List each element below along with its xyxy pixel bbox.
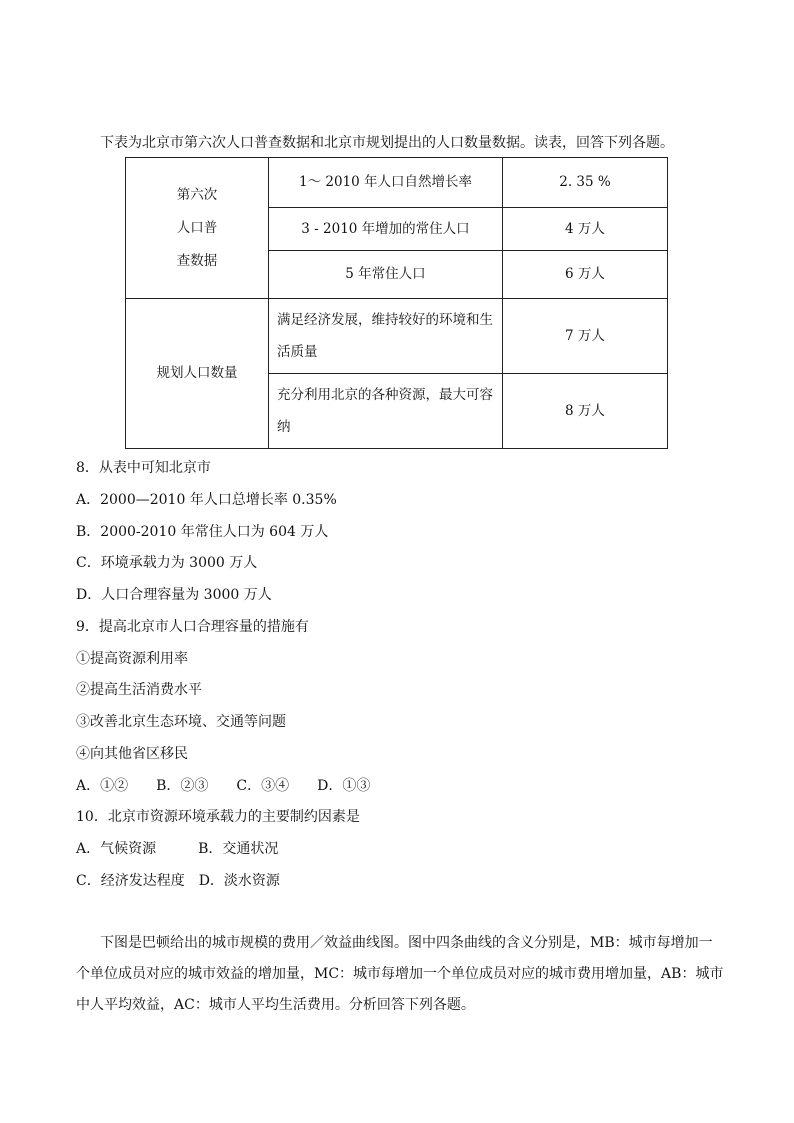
table-cell-item: 3 - 2010 年增加的常住人口 bbox=[269, 208, 503, 251]
figure-intro-text: 下图是巴顿给出的城市规模的费用／效益曲线图。图中四条曲线的含义分别是，MB：城市每增加一个单位成员对应的城市效益的增加量，MC：城市每增加一个单位成员对应的城市费用增加量，AB：城市中人平均效益，AC：城市人平均生活费用。分析回答下列各题。 bbox=[76, 935, 724, 1013]
population-data-table bbox=[125, 157, 668, 449]
table-cell-value: 7 万人 bbox=[503, 299, 668, 374]
table-cell-value: 8 万人 bbox=[503, 374, 668, 449]
table-cell-line: 纳 bbox=[277, 419, 291, 435]
question-9-statement-2: ②提高生活消费水平 bbox=[76, 682, 202, 698]
figure-intro-paragraph bbox=[76, 928, 726, 1021]
census-label-line: 人口普 bbox=[176, 219, 218, 236]
table-cell-value: 2. 35 % bbox=[503, 158, 668, 208]
question-9-statement-1: ①提高资源利用率 bbox=[76, 651, 188, 667]
question-8-option-a: A．2000—2010 年人口总增长率 0.35% bbox=[76, 492, 337, 508]
question-10-options-ab: A．气候资源 B．交通状况 bbox=[76, 841, 279, 857]
table-cell-item bbox=[269, 374, 503, 449]
plan-label-cell: 规划人口数量 bbox=[126, 299, 269, 449]
census-label-line: 第六次 bbox=[176, 186, 218, 203]
table-cell-line: 充分利用北京的各种资源，最大可容 bbox=[277, 387, 493, 403]
question-9-options: A．①② B．②③ C．③④ D．①③ bbox=[76, 778, 371, 794]
table-cell-item: 1～ 2010 年人口自然增长率 bbox=[269, 158, 503, 208]
table-cell-value: 4 万人 bbox=[503, 208, 668, 251]
question-10-options-cd: C．经济发达程度 D．淡水资源 bbox=[76, 873, 280, 889]
table-cell-item: 5 年常住人口 bbox=[269, 251, 503, 299]
table-cell-value: 6 万人 bbox=[503, 251, 668, 299]
question-10-stem: 10．北京市资源环境承载力的主要制约因素是 bbox=[76, 809, 360, 825]
census-label-line: 查数据 bbox=[176, 252, 218, 269]
question-9-statement-4: ④向其他省区移民 bbox=[76, 746, 188, 762]
table-cell-line: 满足经济发展，维持较好的环境和生 bbox=[277, 312, 493, 328]
question-8-stem: 8．从表中可知北京市 bbox=[76, 460, 211, 476]
intro-text: 下表为北京市第六次人口普查数据和北京市规划提出的人口数量数据。读表，回答下列各题。 bbox=[100, 135, 674, 151]
question-8-option-c: C．环境承载力为 3000 万人 bbox=[76, 555, 258, 571]
census-label-cell bbox=[126, 158, 269, 299]
question-8-option-b: B．2000-2010 年常住人口为 604 万人 bbox=[76, 524, 329, 540]
question-8-option-d: D．人口合理容量为 3000 万人 bbox=[76, 587, 272, 603]
question-9-stem: 9．提高北京市人口合理容量的措施有 bbox=[76, 619, 309, 635]
table-cell-item bbox=[269, 299, 503, 374]
question-9-statement-3: ③改善北京生态环境、交通等问题 bbox=[76, 714, 286, 730]
table-cell-line: 活质量 bbox=[277, 344, 318, 360]
